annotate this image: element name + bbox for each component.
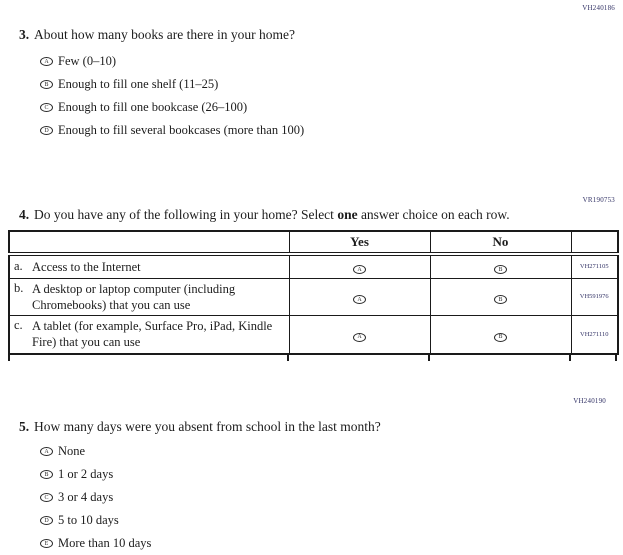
option-row — [40, 73, 304, 96]
question-5-options — [40, 440, 151, 555]
row-c-text: A tablet (for example, Surface Pro, iPad, Kindle Fire) that you can use — [32, 319, 273, 350]
question-5-number: 5. — [19, 419, 30, 434]
question-4-text — [34, 207, 510, 223]
option-label: None — [58, 444, 86, 458]
row-c-prefix: c. — [14, 318, 23, 332]
option-row — [40, 119, 304, 142]
item-code-q3: VH240186 — [582, 4, 615, 12]
table-header-row — [9, 231, 618, 254]
table-header-code-blank — [571, 231, 618, 254]
question-3-options — [40, 50, 304, 142]
table-row-b — [9, 278, 618, 316]
row-b-no-oval[interactable]: B — [494, 295, 507, 304]
row-a-label-cell — [9, 254, 289, 278]
table-header-yes: Yes — [289, 231, 430, 254]
question-3-number: 3. — [19, 27, 30, 42]
question-4-text-bold: one — [337, 207, 358, 222]
row-b-yes-cell — [289, 278, 430, 316]
option-label: Enough to fill one bookcase (26–100) — [58, 100, 248, 114]
table-row-a — [9, 254, 618, 278]
question-3 — [19, 27, 295, 43]
row-c-yes-oval[interactable]: A — [353, 333, 366, 342]
row-c-yes-cell — [289, 316, 430, 354]
row-c-no-oval[interactable]: B — [494, 333, 507, 342]
row-a-text: Access to the Internet — [32, 259, 141, 274]
option-label: 1 or 2 days — [58, 467, 114, 481]
option-row — [40, 440, 151, 463]
answer-oval-d[interactable]: D — [40, 516, 53, 525]
option-label: Enough to fill one shelf (11–25) — [58, 77, 219, 91]
row-a-prefix: a. — [14, 258, 23, 273]
option-row — [40, 486, 151, 509]
answer-oval-b[interactable]: B — [40, 80, 53, 89]
item-code-q4: VR190753 — [582, 196, 615, 204]
answer-oval-d[interactable]: D — [40, 126, 53, 135]
row-a-no-cell — [430, 254, 571, 278]
table-border-stub — [287, 355, 289, 361]
option-row — [40, 96, 304, 119]
table-border-stub — [615, 355, 617, 361]
row-b-text: A desktop or laptop computer (including Chromebooks) that you can use — [32, 281, 236, 312]
option-row — [40, 532, 151, 555]
answer-oval-b[interactable]: B — [40, 470, 53, 479]
row-a-yes-cell — [289, 254, 430, 278]
question-4-table-wrap — [8, 230, 617, 355]
option-label: Enough to fill several bookcases (more than 100) — [58, 123, 305, 137]
option-row — [40, 463, 151, 486]
row-b-no-cell — [430, 278, 571, 316]
row-c-label-cell — [9, 316, 289, 354]
option-label: 5 to 10 days — [58, 513, 119, 527]
table-border-stub — [8, 355, 10, 361]
question-5 — [19, 419, 381, 435]
row-a-no-oval[interactable]: B — [494, 265, 507, 274]
question-3-text: About how many books are there in your home? — [34, 27, 295, 42]
row-c-code: VH271110 — [571, 316, 618, 354]
answer-oval-a[interactable]: A — [40, 57, 53, 66]
row-b-code: VH591976 — [571, 278, 618, 316]
answer-oval-e[interactable]: E — [40, 539, 53, 548]
option-label: More than 10 days — [58, 536, 152, 550]
table-header-no: No — [430, 231, 571, 254]
table-border-stub — [569, 355, 571, 361]
row-b-prefix: b. — [14, 280, 24, 295]
row-b-yes-oval[interactable]: A — [353, 295, 366, 304]
question-4-text-before: Do you have any of the following in your home? Select — [34, 207, 338, 222]
question-5-text: How many days were you absent from school in the last month? — [34, 419, 381, 434]
table-border-stub — [428, 355, 430, 361]
question-4-number: 4. — [19, 207, 30, 222]
table-header-blank — [9, 231, 289, 254]
row-c-no-cell — [430, 316, 571, 354]
option-row — [40, 50, 304, 73]
row-b-label-cell — [9, 278, 289, 316]
option-row — [40, 509, 151, 532]
answer-oval-a[interactable]: A — [40, 447, 53, 456]
row-a-yes-oval[interactable]: A — [353, 265, 366, 274]
row-a-code: VH271105 — [571, 254, 618, 278]
table-row-c — [9, 316, 618, 354]
answer-oval-c[interactable]: C — [40, 103, 53, 112]
option-label: 3 or 4 days — [58, 490, 114, 504]
answer-oval-c[interactable]: C — [40, 493, 53, 502]
question-4-text-after: answer choice on each row. — [357, 207, 510, 222]
item-code-q5: VH240190 — [573, 397, 606, 405]
option-label: Few (0–10) — [58, 54, 116, 68]
question-4-table — [8, 230, 619, 355]
question-4 — [19, 207, 510, 223]
